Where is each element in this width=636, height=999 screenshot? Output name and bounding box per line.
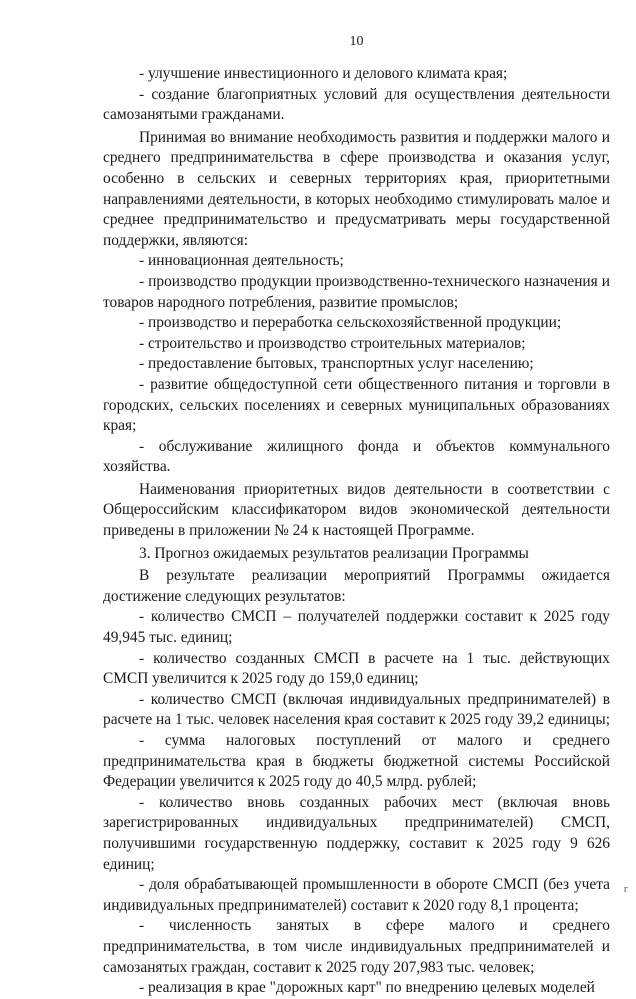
- paragraph-priority-intro: Принимая во внимание необходимость развития и поддержки малого и среднего предпринимательства в сфере производства и оказания услуг, особенно в сельских и северных территориях края, приоритетными направлениями деятельности, в которых необходимо стимулировать малое и среднее предпринимательство и предусматривать меры государственной поддержки, являются:: [103, 128, 610, 249]
- list-item-housing: - обслуживание жилищного фонда и объектов коммунального хозяйства.: [103, 437, 610, 476]
- list-item-agriculture: - производство и переработка сельскохозяйственной продукции;: [139, 314, 562, 332]
- result-item-manufacturing-share: - доля обрабатывающей промышленности в обороте СМСП (без учета индивидуальных предпринимателей) составит к 2020 году 8,1 процента;: [103, 876, 610, 914]
- list-item-innovation: - инновационная деятельность;: [139, 252, 344, 270]
- page-number: 10: [349, 34, 364, 49]
- list-item-services: - предоставление бытовых, транспортных услуг населению;: [139, 355, 534, 373]
- result-item-created: - количество созданных СМСП в расчете на 1 тыс. действующих СМСП увеличится к 2025 году до 159,0 единиц;: [103, 649, 610, 688]
- result-item-employment: - численность занятых в сфере малого и среднего предпринимательства, в том числе индивидуальных предпринимателей и самозанятых граждан, составит к 2025 году 207,983 тыс. человек;: [103, 917, 610, 976]
- corner-mark: г: [623, 884, 628, 895]
- paragraph-results-intro: В результате реализации мероприятий Программы ожидается достижение следующих результатов:: [103, 567, 610, 605]
- result-item-tax-revenue: - сумма налоговых поступлений от малого и среднего предпринимательства края в бюджеты бюджетной системы Российской Федерации увеличится к 2025 году до 40,5 млрд. рублей;: [103, 732, 610, 791]
- paragraph-classifier: Наименования приоритетных видов деятельности в соответствии с Общероссийским классификатором видов экономической деятельности приведены в приложении № 24 к настоящей Программе.: [103, 480, 610, 540]
- paragraph-self-employed: - создание благоприятных условий для осуществления деятельности самозанятыми гражданами.: [103, 85, 610, 124]
- list-item-catering-trade: - развитие общедоступной сети общественного питания и торговли в городских, сельских поселениях и северных муниципальных образованиях края;: [103, 375, 610, 435]
- result-item-recipients: - количество СМСП – получателей поддержки составит к 2025 году 49,945 тыс. единиц;: [103, 608, 610, 647]
- result-item-jobs: - количество вновь созданных рабочих мест (включая вновь зарегистрированных индивидуальных предпринимателей) СМСП, получившими государственную поддержку, составит к 2025 году 9 626 единиц;: [103, 793, 610, 873]
- section-heading: 3. Прогноз ожидаемых результатов реализации Программы: [139, 544, 529, 562]
- paragraph-investment-climate: - улучшение инвестиционного и делового климата края;: [139, 65, 508, 82]
- result-item-roadmaps: - реализация в крае "дорожных карт" по внедрению целевых моделей: [139, 979, 595, 997]
- list-item-production: - производство продукции производственно-технического назначения и товаров народного потребления, развитие промыслов;: [103, 272, 610, 311]
- list-item-construction: - строительство и производство строительных материалов;: [139, 334, 526, 352]
- result-item-per-population: - количество СМСП (включая индивидуальных предпринимателей) в расчете на 1 тыс. человек населения края составит к 2025 году 39,2 единицы;: [103, 690, 610, 729]
